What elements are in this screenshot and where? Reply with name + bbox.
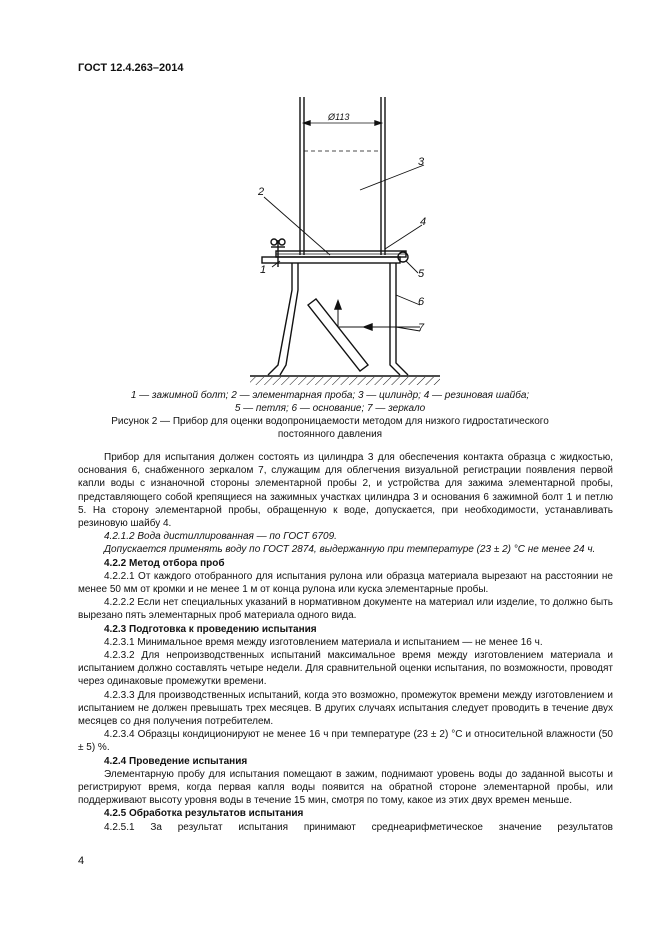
page-number: 4 bbox=[78, 855, 85, 867]
body-text bbox=[78, 451, 613, 834]
figure-title-line-1: Рисунок 2 — Прибор для оценки водопроницаемости методом для низкого гидростатического bbox=[111, 416, 549, 427]
callout-7: 7 bbox=[418, 322, 425, 334]
dimension-label: Ø113 bbox=[328, 112, 350, 122]
paragraph: 4.2.3.4 Образцы кондиционируют не менее 16 ч при температуре (23 ± 2) °С и относительной влажности (50 ± 5) %. bbox=[78, 729, 613, 754]
paragraph: 4.2.3.1 Минимальное время между изготовлением материала и испытанием — не менее 16 ч. bbox=[104, 636, 543, 648]
callout-5: 5 bbox=[418, 268, 425, 280]
paragraph: 4.2.2.2 Если нет специальных указаний в нормативном документе на материал или изделие, то должно быть вырезано пять элементарных проб материала одного вида. bbox=[78, 597, 613, 622]
callout-1: 1 bbox=[260, 264, 267, 276]
paragraph: Элементарную пробу для испытания помещают в зажим, поднимают уровень воды до заданной высоты и регистрируют время, когда первая капля воды появится на обратной стороне элементарной пробы, или поддерживают высоту уровня воды в течение 15 мин, смотря по тому, какое из этих двух времен меньше. bbox=[78, 768, 613, 807]
figure-title-line-2: постоянного давления bbox=[277, 429, 383, 440]
figure-legend-line-2: 5 — петля; 6 — основание; 7 — зеркало bbox=[234, 403, 426, 414]
paragraph: Прибор для испытания должен состоять из цилиндра 3 для обеспечения контакта образца с жидкостью, основания 6, снабженного зеркалом 7, служащим для облегчения визуальной регистрации появления первой капли воды с изнаночной стороны элементарной пробы 2, и устройства для зажима элементарной пробы, представляющего собой крепящиеся на зажимных участках цилиндра 3 и основания 6 зажимной болт 1 и петлю 5. На сторону элементарной пробы, обращенную к воде, допускается, при необходимости, устанавливать резиновую шайбу 4. bbox=[78, 452, 613, 530]
callout-6: 6 bbox=[418, 296, 425, 308]
figure-legend-line-1: 1 — зажимной болт; 2 — элементарная проба; 3 — цилиндр; 4 — резиновая шайба; bbox=[130, 390, 530, 401]
section-heading: 4.2.4 Проведение испытания bbox=[104, 755, 248, 767]
callout-3: 3 bbox=[418, 156, 425, 168]
base-left-leg bbox=[268, 263, 298, 375]
callout-2: 2 bbox=[258, 186, 265, 198]
section-heading: 4.2.2 Метод отбора проб bbox=[104, 557, 225, 569]
section-heading: 4.2.5 Обработка результатов испытания bbox=[104, 808, 304, 820]
paragraph: Допускается применять воду по ГОСТ 2874, выдержанную при температуре (23 ± 2) °С не менее 24 ч. bbox=[104, 544, 596, 556]
callout-4: 4 bbox=[420, 216, 427, 228]
figure-caption bbox=[70, 389, 590, 441]
apparatus-figure bbox=[240, 95, 450, 390]
paragraph: 4.2.1.2 Вода дистиллированная — по ГОСТ 6709. bbox=[104, 531, 337, 543]
paragraph: 4.2.2.1 От каждого отобранного для испытания рулона или образца материала вырезают на расстоянии не менее 50 мм от кромки и не менее 1 м от конца рулона или куска элементарные пробы. bbox=[78, 570, 613, 596]
section-heading: 4.2.3 Подготовка к проведению испытания bbox=[104, 623, 317, 635]
document-code: ГОСТ 12.4.263–2014 bbox=[78, 62, 184, 74]
paragraph: 4.2.5.1 За результат испытания принимают среднеарифметическое значение результатов bbox=[104, 821, 613, 833]
base-right-leg bbox=[390, 263, 408, 375]
paragraph: 4.2.3.3 Для производственных испытаний, когда это возможно, промежуток времени между изготовлением и испытанием не должен превышать трех месяцев. В других случаях испытания следует проводить в течение двух месяцев со дня получения потребителем. bbox=[78, 689, 613, 728]
paragraph: 4.2.3.2 Для непроизводственных испытаний максимальное время между изготовлением материала и испытанием должно составлять четыре недели. Для сравнительной оценки испытания, по возможности, проводят через одинаковые промежутки времени. bbox=[78, 650, 613, 688]
